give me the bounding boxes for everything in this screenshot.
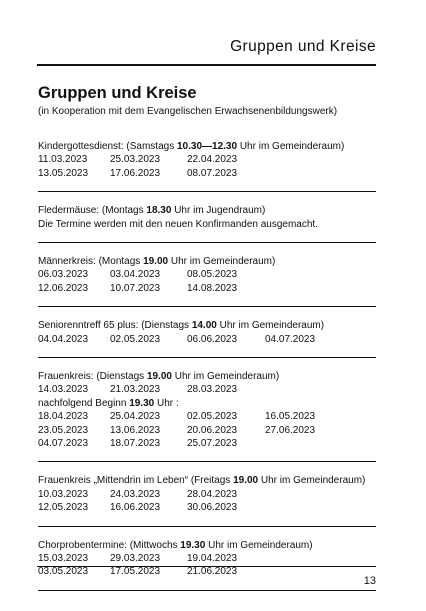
date-row: [38, 268, 376, 281]
schedule-section: [38, 255, 376, 307]
schedule-time: 10.30—12.30: [176, 141, 238, 152]
date-cell: 23.05.2023: [38, 424, 89, 436]
date-cell: 20.06.2023: [187, 424, 238, 436]
note-text: Die Termine werden mit den neuen Konfirmanden ausgemacht.: [38, 218, 318, 230]
page-number: 13: [363, 575, 376, 587]
date-cell: 25.07.2023: [187, 437, 238, 449]
schedule-time: 19.30: [180, 539, 206, 551]
date-cell: 08.07.2023: [187, 167, 238, 179]
date-row: [38, 565, 376, 578]
group-name: Frauenkreis „Mittendrin im Leben“: [38, 475, 189, 487]
page-title: Gruppen und Kreise: [38, 84, 197, 102]
schedule-time: 14.00: [191, 320, 217, 332]
date-cell: 02.05.2023: [110, 333, 161, 345]
schedule-location: Uhr im Gemeinderaum): [205, 539, 313, 551]
group-name: Frauenkreis:: [38, 370, 94, 382]
schedule-location: Uhr im Gemeinderaum): [168, 255, 276, 267]
date-cell: 17.06.2023: [110, 167, 161, 179]
section-heading: [38, 319, 376, 332]
schedule-section: [38, 474, 376, 526]
schedule-location: Uhr im Gemeinderaum): [237, 141, 345, 152]
section-divider: [38, 306, 376, 307]
date-cell: 30.06.2023: [187, 502, 238, 514]
date-cell: 25.04.2023: [110, 411, 161, 423]
date-cell: 24.03.2023: [110, 488, 161, 500]
date-row: [38, 437, 376, 450]
date-row: [38, 167, 376, 180]
schedule-prefix: (Montags: [99, 205, 147, 217]
section-divider: [38, 526, 376, 527]
date-row: [38, 488, 376, 501]
schedule-location: Uhr im Gemeinderaum): [258, 475, 366, 487]
date-row: [38, 410, 376, 423]
schedule-time: 19.00: [233, 475, 259, 487]
date-cell: 04.07.2023: [38, 437, 89, 449]
date-cell: 16.06.2023: [110, 502, 161, 514]
schedule-prefix: (Montags: [95, 255, 144, 267]
schedule-time: 18.30: [146, 205, 172, 217]
date-cell: 28.03.2023: [187, 384, 238, 396]
date-cell: 02.05.2023: [187, 411, 238, 423]
date-cell: 27.06.2023: [265, 424, 316, 436]
running-header-title: Gruppen und Kreise: [230, 38, 376, 55]
section-note: [38, 218, 376, 231]
note-suffix: Uhr :: [154, 397, 179, 409]
schedule-location: Uhr im Gemeinderaum): [171, 370, 280, 382]
date-cell: 14.03.2023: [38, 384, 89, 396]
date-cell: 28.04.2023: [187, 488, 238, 500]
section-heading: [38, 370, 376, 383]
section-heading: [38, 539, 376, 552]
date-row: [38, 153, 376, 166]
date-cell: 13.06.2023: [110, 424, 161, 436]
schedule-section: [38, 140, 376, 192]
group-name: Seniorenntreff 65 plus:: [38, 320, 139, 332]
schedule-prefix: (Samstags: [123, 141, 177, 152]
date-row: [38, 383, 376, 396]
date-row: [38, 424, 376, 437]
date-cell: 08.05.2023: [187, 269, 238, 281]
date-cell: 06.06.2023: [187, 333, 238, 345]
section-divider: [38, 590, 376, 591]
schedule-section: [38, 204, 376, 243]
section-heading: [38, 204, 376, 217]
date-cell: 21.06.2023: [187, 566, 238, 578]
date-cell: 15.03.2023: [38, 552, 89, 564]
date-cell: 21.03.2023: [110, 384, 161, 396]
schedule-sections: [38, 140, 376, 603]
date-cell: 19.04.2023: [187, 552, 238, 564]
group-name: Männerkreis:: [38, 255, 96, 267]
date-row: [38, 501, 376, 514]
date-cell: 14.08.2023: [187, 282, 238, 294]
date-cell: 17.05.2023: [110, 566, 161, 578]
schedule-section: [38, 319, 376, 358]
note-text: nachfolgend Beginn: [38, 397, 130, 409]
group-name: Fledermäuse:: [38, 205, 100, 217]
date-cell: 13.05.2023: [38, 167, 89, 179]
group-name: Chorprobentermine:: [38, 539, 127, 551]
section-note: [38, 397, 376, 410]
date-cell: 22.04.2023: [187, 154, 238, 166]
date-cell: 12.05.2023: [38, 502, 89, 514]
date-cell: 18.07.2023: [110, 437, 161, 449]
section-divider: [38, 357, 376, 358]
date-cell: 11.03.2023: [38, 154, 88, 166]
date-cell: 25.03.2023: [110, 154, 161, 166]
note-time: 19.30: [129, 397, 155, 409]
section-divider: [38, 242, 376, 243]
date-cell: 29.03.2023: [110, 552, 161, 564]
schedule-prefix: (Freitags: [188, 475, 234, 487]
date-cell: 04.04.2023: [38, 333, 89, 345]
date-row: [38, 552, 376, 565]
schedule-prefix: (Mittwochs: [126, 539, 181, 551]
schedule-location: Uhr im Gemeinderaum): [216, 320, 325, 332]
date-row: [38, 282, 376, 295]
date-cell: 03.04.2023: [110, 269, 161, 281]
schedule-section: [38, 539, 376, 591]
section-divider: [38, 461, 376, 462]
date-row: [38, 333, 376, 346]
schedule-time: 19.00: [143, 255, 169, 267]
page-subtitle: (in Kooperation mit dem Evangelischen Erwachsenenbildungswerk): [38, 106, 338, 117]
schedule-time: 19.00: [146, 370, 172, 382]
schedule-section: [38, 370, 376, 462]
date-cell: 16.05.2023: [265, 411, 316, 423]
date-cell: 10.03.2023: [38, 488, 89, 500]
footer-divider: [37, 566, 376, 567]
date-cell: 10.07.2023: [110, 282, 161, 294]
section-heading: [38, 255, 376, 268]
header-divider: [37, 64, 376, 66]
date-cell: 06.03.2023: [38, 269, 89, 281]
group-name: Kindergottesdienst:: [38, 141, 124, 152]
schedule-prefix: (Dienstags: [138, 320, 192, 332]
section-divider: [38, 191, 376, 192]
schedule-prefix: (Dienstags: [93, 370, 147, 382]
section-heading: [38, 474, 376, 487]
schedule-location: Uhr im Jugendraum): [171, 205, 266, 217]
date-cell: 04.07.2023: [265, 333, 316, 345]
section-heading: [38, 140, 376, 153]
date-cell: 03.05.2023: [38, 566, 89, 578]
date-cell: 12.06.2023: [38, 282, 89, 294]
date-cell: 18.04.2023: [38, 411, 89, 423]
